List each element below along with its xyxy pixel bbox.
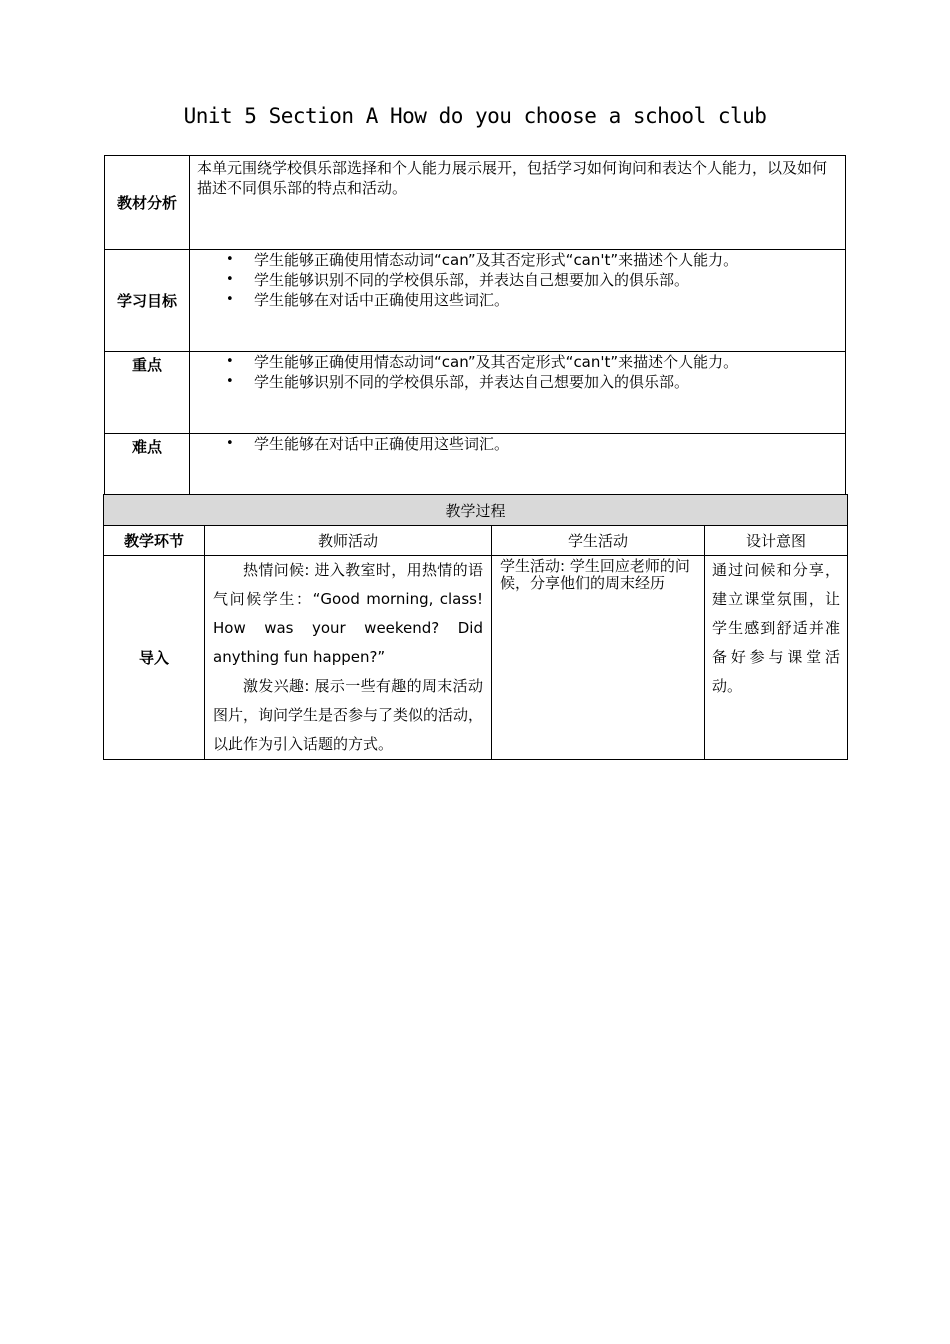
key-points-list bbox=[190, 352, 845, 392]
document-title: Unit 5 Section A How do you choose a school club bbox=[183, 104, 767, 128]
difficulty-item: • 学生能够在对话中正确使用这些词汇。 bbox=[254, 434, 845, 454]
key-points-cell bbox=[190, 352, 846, 434]
student-activity-cell bbox=[492, 556, 705, 760]
design-intent-text: 通过问候和分享，建立课堂氛围，让学生感到舒适并准备好参与课堂活动。 bbox=[712, 561, 841, 695]
info-table bbox=[104, 155, 846, 495]
analysis-row bbox=[105, 156, 846, 250]
analysis-text: 本单元围绕学校俱乐部选择和个人能力展示展开，包括学习如何询问和表达个人能力，以及如何描述不同俱乐部的特点和活动。 bbox=[197, 159, 828, 197]
design-intent-cell bbox=[705, 556, 848, 760]
analysis-cell bbox=[190, 156, 846, 250]
objective-item: • 学生能够识别不同的学校俱乐部，并表达自己想要加入的俱乐部。 bbox=[254, 270, 845, 290]
difficulties-row bbox=[105, 434, 846, 495]
objectives-label: 学习目标 bbox=[105, 250, 190, 352]
teacher-activity-cell bbox=[205, 556, 492, 760]
difficulties-label: 难点 bbox=[105, 434, 190, 495]
process-table bbox=[103, 494, 848, 760]
objectives-row bbox=[105, 250, 846, 352]
key-point-item: • 学生能够识别不同的学校俱乐部，并表达自己想要加入的俱乐部。 bbox=[254, 372, 845, 392]
objectives-list bbox=[190, 250, 845, 310]
difficulties-list bbox=[190, 434, 845, 454]
column-header-stage: 教学环节 bbox=[104, 526, 205, 556]
stage-cell: 导入 bbox=[104, 556, 205, 760]
analysis-label: 教材分析 bbox=[105, 156, 190, 250]
teacher-activity-paragraph: 激发兴趣: 展示一些有趣的周末活动图片，询问学生是否参与了类似的活动，以此作为引入话题的方式。 bbox=[213, 677, 484, 753]
objective-item: • 学生能够在对话中正确使用这些词汇。 bbox=[254, 290, 845, 310]
process-header-row bbox=[104, 495, 848, 526]
key-point-item: • 学生能够正确使用情态动词“can”及其否定形式“can't”来描述个人能力。 bbox=[254, 352, 845, 372]
process-header: 教学过程 bbox=[104, 495, 848, 526]
column-header-intent: 设计意图 bbox=[705, 526, 848, 556]
column-header-teacher: 教师活动 bbox=[205, 526, 492, 556]
teacher-activity-paragraph: 热情问候: 进入教室时，用热情的语气问候学生：“Good morning, class! How was your weekend? Did anything fun happen?” bbox=[213, 561, 483, 666]
objectives-cell bbox=[190, 250, 846, 352]
difficulties-cell bbox=[190, 434, 846, 495]
table-row bbox=[104, 556, 848, 760]
column-header-student: 学生活动 bbox=[492, 526, 705, 556]
key-points-row bbox=[105, 352, 846, 434]
column-header-row bbox=[104, 526, 848, 556]
student-activity-text: 学生活动: 学生回应老师的问候，分享他们的周末经历 bbox=[500, 557, 690, 592]
objective-item: • 学生能够正确使用情态动词“can”及其否定形式“can't”来描述个人能力。 bbox=[254, 250, 845, 270]
key-points-label: 重点 bbox=[105, 352, 190, 434]
